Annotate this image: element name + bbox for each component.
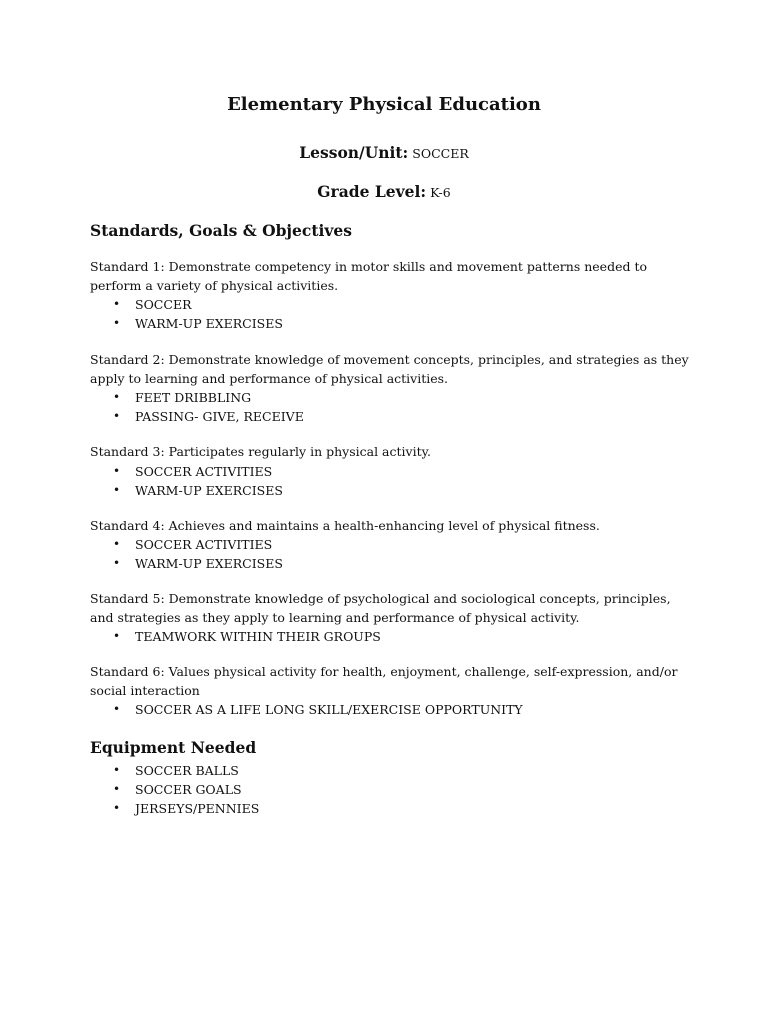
bullet-icon: • <box>113 482 121 497</box>
list-item <box>90 462 690 481</box>
grade-level-line <box>0 181 768 204</box>
list-item-text: SOCCER GOALS <box>135 782 242 797</box>
bullet-icon: • <box>113 297 121 311</box>
list-item <box>90 388 690 407</box>
standard-text: Standard 1: Demonstrate competency in motor skills and movement patterns needed to perform a variety of physical activities. <box>90 259 647 293</box>
standard-text: Standard 3: Participates regularly in physical activity. <box>90 444 431 459</box>
document-title: Elementary Physical Education <box>227 94 541 115</box>
list-item <box>90 799 690 818</box>
bullet-icon: • <box>113 702 121 716</box>
lesson-unit-line <box>0 142 768 165</box>
list-item-text: FEET DRIBBLING <box>135 390 252 405</box>
standard-block <box>90 351 690 426</box>
standard-bullet-list <box>90 627 690 646</box>
list-item <box>90 535 690 554</box>
standard-block <box>90 590 690 646</box>
standard-block <box>90 663 690 719</box>
standard-text: Standard 6: Values physical activity for health, enjoyment, challenge, self-expression, and/or social interaction <box>90 664 678 698</box>
list-item <box>90 295 690 314</box>
bullet-icon: • <box>113 316 121 330</box>
standard-bullet-list <box>90 388 690 426</box>
standard-text: Standard 2: Demonstrate knowledge of movement concepts, principles, and strategies as they apply to learning and performance of physical activities. <box>90 352 689 386</box>
bullet-icon: • <box>113 629 121 643</box>
bullet-icon: • <box>113 463 121 478</box>
equipment-heading: Equipment Needed <box>90 738 257 757</box>
list-item <box>90 481 690 500</box>
standard-block <box>90 443 690 500</box>
standard-text: Standard 5: Demonstrate knowledge of psychological and sociological concepts, principles, and strategies as they apply to learning and performance of physical activity. <box>90 591 671 625</box>
list-item-text: SOCCER <box>135 297 192 312</box>
standard-text: Standard 4: Achieves and maintains a health-enhancing level of physical fitness. <box>90 517 600 533</box>
lesson-unit-value: SOCCER <box>412 146 469 161</box>
standard-bullet-list <box>90 535 690 573</box>
bullet-icon: • <box>113 801 121 815</box>
bullet-icon: • <box>113 537 121 551</box>
document-body <box>90 218 690 818</box>
equipment-bullet-list <box>90 761 690 818</box>
list-item-text: SOCCER ACTIVITIES <box>135 537 273 552</box>
list-item-text: SOCCER AS A LIFE LONG SKILL/EXERCISE OPPORTUNITY <box>135 702 523 717</box>
lesson-unit-label: Lesson/Unit: <box>299 143 409 162</box>
list-item <box>90 554 690 573</box>
standard-block <box>90 258 690 333</box>
list-item-text: WARM-UP EXERCISES <box>135 556 283 571</box>
list-item <box>90 780 690 799</box>
list-item-text: SOCCER BALLS <box>135 763 239 778</box>
list-item <box>90 407 690 426</box>
bullet-icon: • <box>113 409 121 423</box>
list-item-text: WARM-UP EXERCISES <box>135 316 283 331</box>
standard-block <box>90 517 690 574</box>
list-item <box>90 314 690 333</box>
list-item-text: JERSEYS/PENNIES <box>135 801 260 816</box>
bullet-icon: • <box>113 390 121 404</box>
list-item <box>90 627 690 646</box>
bullet-icon: • <box>113 556 121 570</box>
list-item-text: PASSING- GIVE, RECEIVE <box>135 409 304 424</box>
grade-level-label: Grade Level: <box>317 182 427 201</box>
list-item-text: WARM-UP EXERCISES <box>135 482 283 498</box>
list-item <box>90 761 690 780</box>
standards-heading: Standards, Goals & Objectives <box>90 221 352 240</box>
list-item-text: TEAMWORK WITHIN THEIR GROUPS <box>135 629 381 644</box>
standard-bullet-list <box>90 462 690 500</box>
bullet-icon: • <box>113 763 121 777</box>
standard-bullet-list <box>90 700 690 719</box>
list-item-text: SOCCER ACTIVITIES <box>135 463 273 479</box>
list-item <box>90 700 690 719</box>
grade-level-value: K-6 <box>430 185 451 200</box>
bullet-icon: • <box>113 782 121 796</box>
standard-bullet-list <box>90 295 690 333</box>
